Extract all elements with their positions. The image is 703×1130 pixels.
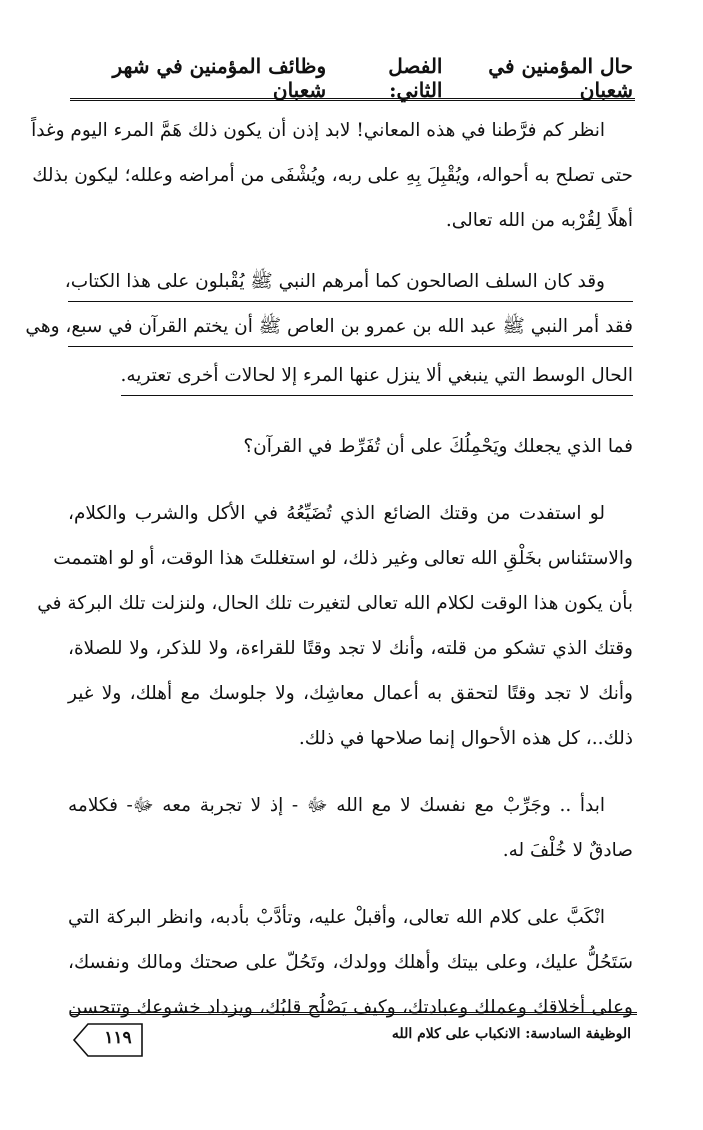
- chapter-title: وظائف المؤمنين في شهر شعبان: [112, 54, 327, 102]
- paragraph: [68, 783, 633, 873]
- text-line: بأن يكون هذا الوقت لكلام الله تعالى لتغيرت تلك الحال، ولنزلت تلك البركة في: [37, 593, 633, 614]
- footer-rule: [70, 1012, 637, 1015]
- underlined-paragraph: [25, 263, 633, 402]
- text-line: وأنك لا تجد وقتًا لتحقق به أعمال معاشِك، ولا جلوسك مع أهلك، ولا غير: [68, 683, 633, 704]
- page-number: ١١٩: [104, 1028, 132, 1048]
- text-line: لو استفدت من وقتك الضائع الذي تُضَيِّعُهُ في الأكل والشرب والكلام،: [68, 503, 605, 524]
- text-line: وعلى أخلاقك وعملك وعبادتك، وكيف يَصْلُح قلبُك، ويزداد خشوعك وتتحسن: [68, 997, 633, 1018]
- text-line: حتى تصلح به أحواله، ويُقْبِلَ بِهِ على ربه، ويُشْفَى من أمراضه وعلله؛ ليكون بذلك: [32, 165, 633, 186]
- text-line: أهلًا لِقُرْبه من الله تعالى.: [445, 210, 633, 231]
- paragraph: [37, 491, 633, 761]
- text-line: فما الذي يجعلك ويَحْمِلُكَ على أن تُفَرِّط في القرآن؟: [243, 436, 633, 457]
- chapter-label: الفصل الثاني:: [388, 54, 443, 102]
- running-header: [72, 54, 633, 102]
- header-rule: [70, 98, 635, 101]
- text-line: الحال الوسط التي ينبغي ألا ينزل عنها المرء إلا لحالات أخرى تعتريه.: [121, 357, 634, 396]
- text-line: ذلك..، كل هذه الأحوال إنما صلاحها في ذلك.: [298, 728, 633, 749]
- page-number-box: [72, 1020, 144, 1060]
- chapter-heading: [72, 54, 442, 102]
- text-line: سَتَحُلُّ عليك، وعلى بيتك وأهلك وولدك، وتَحُلّ على صحتك ومالك ونفسك،: [68, 952, 633, 973]
- book-title: حال المؤمنين في شعبان: [488, 54, 633, 102]
- text-line: صادقٌ لا خُلْفَ له.: [502, 840, 633, 861]
- text-line: انْكَبَّ على كلام الله تعالى، وأقبلْ عليه، وتأدَّبْ بأدبه، وانظر البركة التي: [68, 907, 605, 928]
- text-line: فقد أمر النبي ﷺ عبد الله بن عمرو بن العاص ﷺ أن يختم القرآن في سبع، وهي: [68, 308, 633, 347]
- paragraph: [68, 895, 633, 1030]
- text-line: وقتك الذي تشكو من قلته، وأنك لا تجد وقتًا للقراءة، ولا للذكر، ولا للصلاة،: [68, 638, 633, 659]
- paragraph: [31, 108, 633, 243]
- text-line: وقد كان السلف الصالحون كما أمرهم النبي ﷺ يُقْبلون على هذا الكتاب،: [68, 263, 633, 302]
- text-line: والاستئناس بخَلْقِ الله تعالى وغير ذلك، لو استغللتَ هذا الوقت، أو لو اهتممت: [53, 548, 633, 569]
- text-line: ابدأ .. وجَرِّبْ مع نفسك لا مع الله ﷻ - إذ لا تجربة معه ﷻ- فكلامه: [68, 795, 605, 816]
- footer-section-title: الوظيفة السادسة: الانكباب على كلام الله: [391, 1026, 631, 1042]
- page-body: [25, 108, 633, 1030]
- paragraph: [68, 424, 633, 469]
- text-line: انظر كم فرَّطنا في هذه المعاني! لابد إذن أن يكون ذلك هَمَّ المرء اليوم وغداً: [31, 120, 605, 141]
